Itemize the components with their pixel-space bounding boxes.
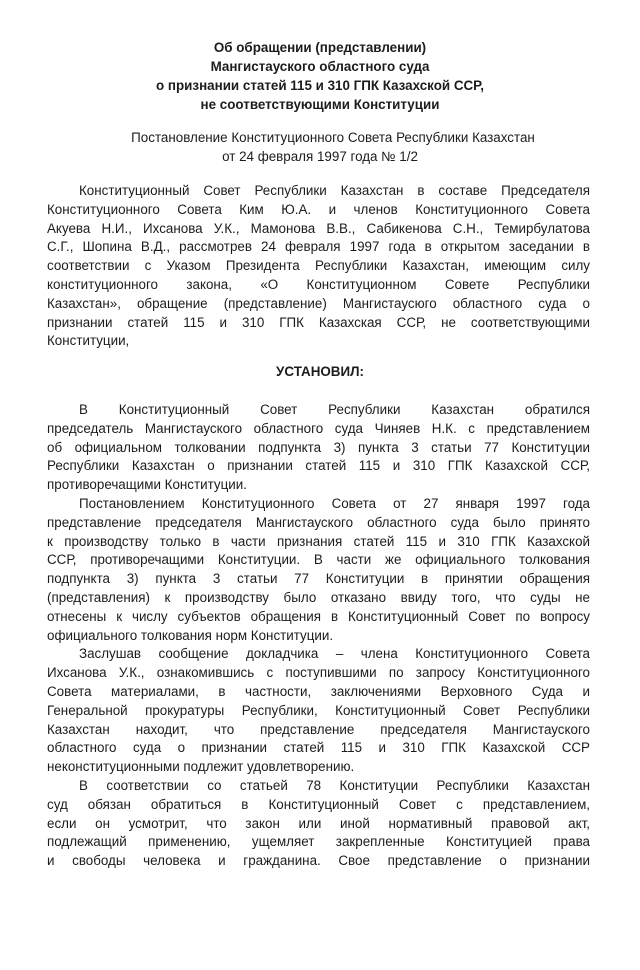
document-title <box>0 38 640 114</box>
text-line: к производству только в части признания статей 115 и 310 ГПК Казахской <box>47 533 590 549</box>
text-line: отнесены к числу субъектов обращения в Конституционный Совет по вопросу <box>47 608 590 624</box>
title-line: не соответствующими Конституции <box>200 97 440 112</box>
text-line: противоречащими Конституции. <box>47 477 247 493</box>
preamble-paragraph <box>47 182 590 351</box>
text-line: и свободы человека и гражданина. Свое представление о признании <box>47 853 590 869</box>
text-line: Постановлением Конституционного Совета от 27 января 1997 года <box>79 495 590 511</box>
text-line: подпункта 3) пункта 3 статьи 77 Конституции в принятии обращения <box>47 571 590 587</box>
document-subtitle <box>0 128 640 166</box>
text-line: признании статей 115 и 310 ГПК Казахская ССР, не соответствующими <box>47 314 590 330</box>
text-line: областного суда о признании статей 115 и 310 ГПК Казахской ССР <box>47 740 590 756</box>
text-line: Республики Казахстан о признании статей 115 и 310 ГПК Казахской ССР, <box>47 458 590 474</box>
text-line: В Конституционный Совет Республики Казахстан обратился <box>79 402 590 417</box>
title-line: о признании статей 115 и 310 ГПК Казахской ССР, <box>156 78 484 93</box>
text-line: Конституции, <box>47 333 130 349</box>
text-line: Конституционный Совет Республики Казахстан в составе Председателя <box>79 183 590 198</box>
text-line: Казахстан находит, что представление председателя Мангистауского <box>47 721 590 737</box>
text-line: подлежащий применению, ущемляет закрепленные Конституцией права <box>47 834 590 850</box>
subtitle-line: Постановление Конституционного Совета Республики Казахстан <box>131 130 535 145</box>
text-line: конституционного закона, «О Конституционном Совете Республики <box>47 276 590 292</box>
subtitle-line: от 24 февраля 1997 года № 1/2 <box>222 149 418 164</box>
text-line: представление председателя Мангистауского областного суда было принято <box>47 514 590 530</box>
text-line: об официальном толковании подпункта 3) пункта 3 статьи 77 Конституции <box>47 439 590 455</box>
text-line: если он усмотрит, что закон или иной нормативный правовой акт, <box>47 815 590 831</box>
text-line: Заслушав сообщение докладчика – члена Конституционного Совета <box>79 646 590 662</box>
text-line: (представления) к производству было отказано ввиду того, что суды не <box>47 589 590 605</box>
text-line: ССР, противоречащими Конституции. В части же официального толкования <box>47 552 590 568</box>
text-line: Акуева Н.И., Ихсанова У.К., Мамонова В.В., Сабикенова С.Н., Темирбулатова <box>47 220 590 236</box>
text-line: С.Г., Шопина В.Д., рассмотрев 24 февраля 1997 года в открытом заседании в <box>47 239 590 255</box>
title-line: Мангистауского областного суда <box>210 59 430 74</box>
text-line: соответствии с Указом Президента Республики Казахстан, имеющим силу <box>47 258 590 274</box>
paragraph-1 <box>47 401 590 871</box>
text-line: Генеральной прокуратуры Республики, Конституционный Совет Республики <box>47 702 590 718</box>
text-line: официального толкования норм Конституции. <box>47 627 334 643</box>
title-line: Об обращении (представлении) <box>213 40 427 55</box>
section-heading: УСТАНОВИЛ: <box>276 364 364 379</box>
text-line: Совета материалами, в частности, заключениями Верховного Суда и <box>47 683 590 699</box>
text-line: Ихсанова У.К., ознакомившись с поступившими по запросу Конституционного <box>47 665 590 681</box>
text-line: В соответствии со статьей 78 Конституции Республики Казахстан <box>79 777 590 793</box>
text-line: Конституционного Совета Ким Ю.А. и членов Конституционного Совета <box>47 201 590 217</box>
text-line: председатель Мангистауского областного суда Чиняев Н.К. с представлением <box>47 420 590 436</box>
text-line: неконституционными подлежит удовлетворению. <box>47 759 355 775</box>
text-line: суд обязан обратиться в Конституционный Совет с представлением, <box>47 796 590 812</box>
text-line: Казахстан», обращение (представление) Мангистаусюго областного суда о <box>47 295 590 311</box>
